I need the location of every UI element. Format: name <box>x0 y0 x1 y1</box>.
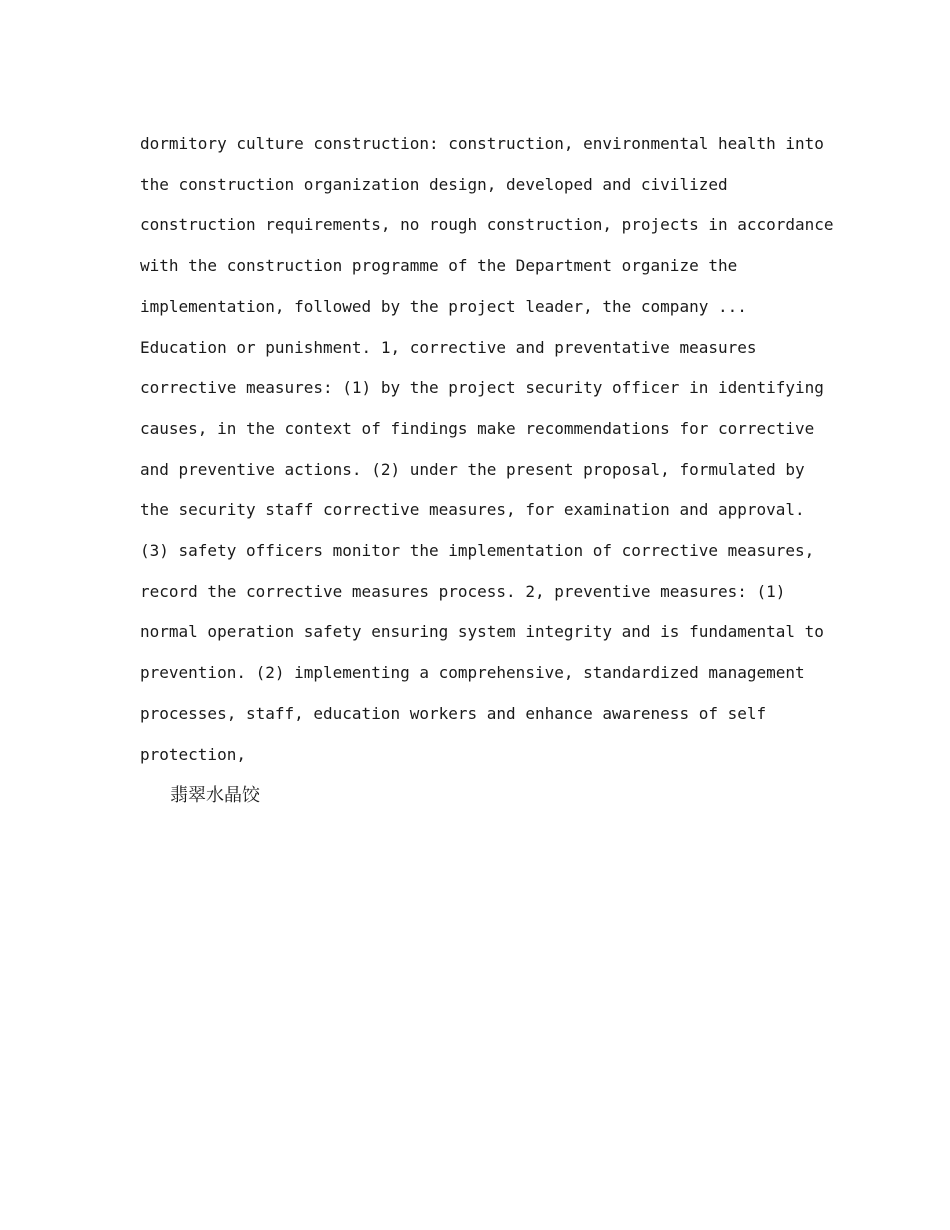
text-line: corrective measures: (1) by the project security officer in identifying <box>140 378 824 398</box>
text-line: construction requirements, no rough construction, projects in accordance <box>140 215 834 235</box>
text-line: implementation, followed by the project leader, the company ... <box>140 296 747 316</box>
text-line: Education or punishment. 1, corrective and preventative measures <box>140 337 757 357</box>
text-line: protection, <box>140 744 246 764</box>
text-line: and preventive actions. (2) under the present proposal, formulated by <box>140 459 805 479</box>
text-line: record the corrective measures process. 2, preventive measures: (1) <box>140 581 786 601</box>
text-line: prevention. (2) implementing a comprehensive, standardized management <box>140 663 805 683</box>
text-line: causes, in the context of findings make recommendations for corrective <box>140 418 815 438</box>
chinese-caption: 翡翠水晶饺 <box>170 785 260 806</box>
text-line: with the construction programme of the Department organize the <box>140 256 738 276</box>
text-line: (3) safety officers monitor the implementation of corrective measures, <box>140 541 815 561</box>
text-line: the security staff corrective measures, for examination and approval. <box>140 500 805 520</box>
body-paragraph <box>140 124 840 775</box>
text-line: processes, staff, education workers and enhance awareness of self <box>140 703 767 723</box>
text-line: normal operation safety ensuring system integrity and is fundamental to <box>140 622 824 642</box>
text-line: the construction organization design, developed and civilized <box>140 174 728 194</box>
text-line: dormitory culture construction: construction, environmental health into <box>140 134 824 153</box>
